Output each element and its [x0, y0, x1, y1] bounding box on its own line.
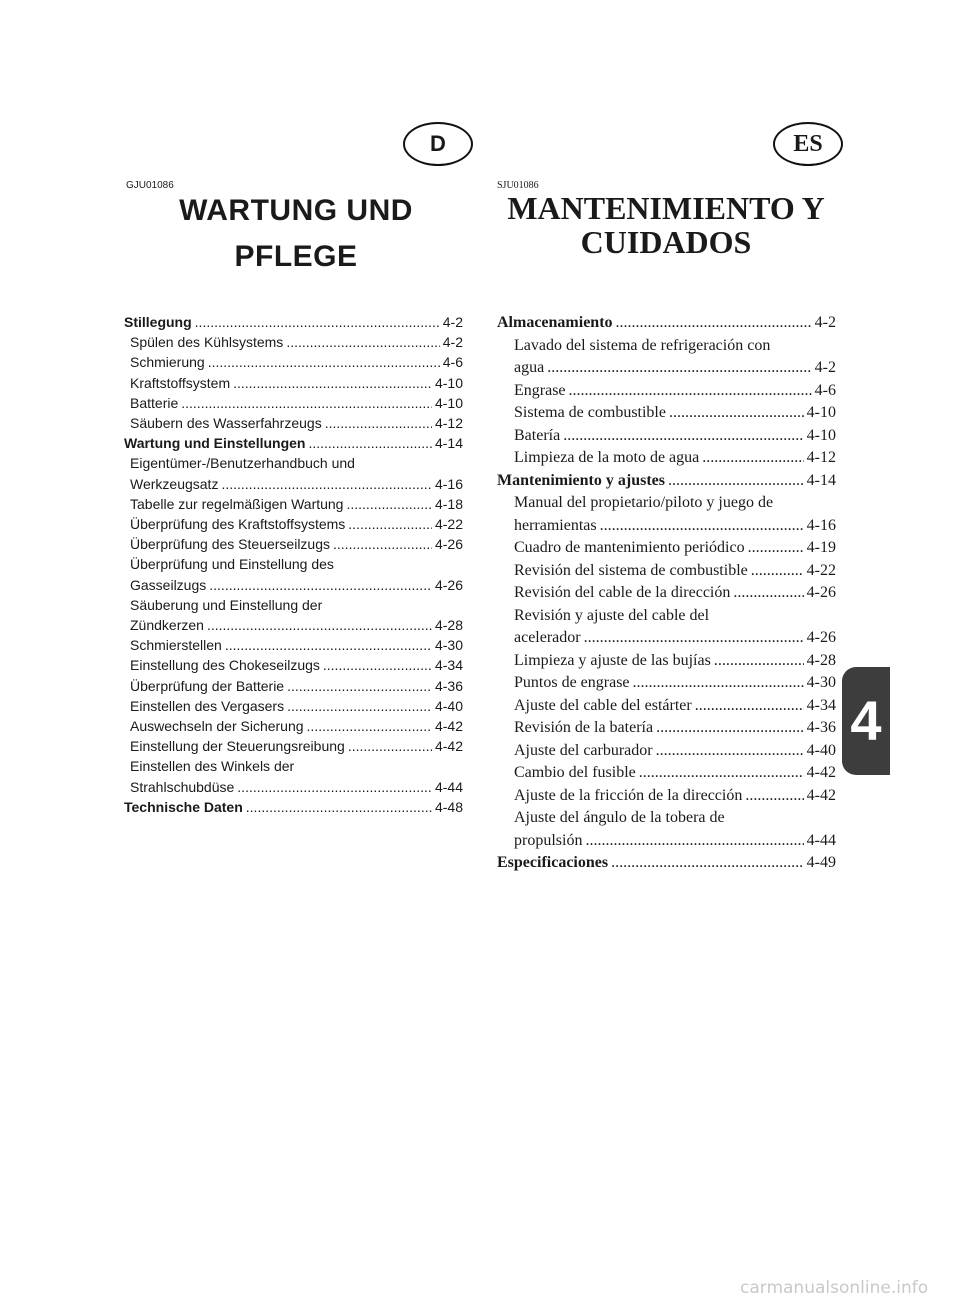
toc-entry[interactable] [497, 537, 836, 560]
toc-entry[interactable] [124, 352, 463, 372]
toc-page-number: 4-26 [434, 576, 463, 593]
toc-entry-line [130, 494, 463, 514]
toc-page-number: 4-18 [434, 495, 463, 512]
toc-entry-label: Cambio del fusible [514, 764, 636, 781]
toc-entry[interactable] [497, 807, 836, 852]
dot-leader [733, 582, 803, 605]
dot-leader [656, 717, 804, 740]
toc-entry-line [130, 655, 463, 675]
toc-entry-line [130, 676, 463, 696]
dot-leader [669, 402, 804, 425]
toc-page-number: 4-6 [442, 354, 463, 371]
dot-leader [745, 785, 803, 808]
toc-entry-label: Ajuste de la fricción de la dirección [514, 786, 743, 804]
toc-entry-text: Manual del propietario/piloto y juego de [514, 494, 774, 511]
toc-entry-line [130, 575, 463, 595]
toc-entry[interactable] [497, 312, 836, 335]
dot-leader [639, 762, 804, 785]
toc-entry[interactable] [497, 335, 836, 380]
dot-leader [547, 357, 811, 380]
dot-leader [348, 736, 432, 756]
toc-entry-label: Batería [514, 426, 561, 444]
dot-leader [346, 494, 431, 514]
toc-entry-label: Sistema de combustible [514, 404, 666, 421]
dot-leader [348, 514, 432, 534]
toc-entry-line [124, 312, 463, 332]
toc-entry-line [497, 470, 836, 493]
toc-page-number: 4-2 [814, 359, 836, 376]
toc-entry[interactable] [124, 635, 463, 655]
toc-page-number: 4-34 [434, 657, 463, 674]
toc-page-number: 4-42 [806, 764, 836, 781]
toc-entry[interactable] [497, 785, 836, 808]
toc-entry[interactable] [497, 380, 836, 403]
dot-leader [569, 380, 812, 403]
toc-page-number: 4-40 [434, 697, 463, 714]
toc-entry-label: Überprüfung des Kraftstoffsystems [130, 516, 346, 533]
toc-page-number: 4-30 [434, 637, 463, 654]
toc-entry-label: Almacenamiento [497, 314, 613, 331]
toc-entry[interactable] [124, 413, 463, 433]
toc-entry-line [514, 582, 836, 605]
dot-leader [181, 393, 432, 413]
toc-page-number: 4-42 [434, 718, 463, 735]
toc-entry[interactable] [124, 494, 463, 514]
toc-entry-line [514, 380, 836, 403]
toc-page-number: 4-14 [806, 471, 836, 489]
toc-entry-text: Einstellen des Winkels der [130, 758, 295, 775]
toc-entry-label: Revisión del cable de la dirección [514, 584, 731, 601]
dot-leader [233, 373, 432, 393]
toc-page-number: 4-2 [442, 334, 463, 351]
toc-page-number: 4-22 [806, 561, 836, 579]
toc-entry-label: Puntos de engrase [514, 674, 630, 691]
toc-entry-line [130, 514, 463, 534]
toc-entry-label: Cuadro de mantenimiento periódico [514, 539, 745, 556]
dot-leader [221, 474, 432, 494]
dot-leader [237, 777, 432, 797]
toc-entry[interactable] [124, 433, 463, 453]
toc-page-number: 4-10 [806, 426, 836, 444]
language-badge-german: D [403, 122, 473, 166]
toc-entry-label: Revisión de la batería [514, 719, 654, 736]
toc-entry-line [130, 534, 463, 554]
toc-page-number: 4-36 [434, 677, 463, 694]
toc-page-number: 4-10 [434, 374, 463, 391]
toc-entry[interactable] [124, 696, 463, 716]
dot-leader [225, 635, 432, 655]
toc-entry-line [514, 357, 836, 380]
toc-entry-line [514, 560, 836, 583]
dot-leader [323, 655, 432, 675]
toc-entry[interactable] [124, 453, 463, 493]
toc-page-number: 4-44 [806, 831, 836, 849]
toc-page-number: 4-28 [806, 651, 836, 669]
toc-entry-line [130, 736, 463, 756]
toc-entry-label: Revisión del sistema de combustible [514, 561, 748, 579]
toc-entry-line [514, 830, 836, 853]
toc-page-number: 4-10 [806, 404, 836, 421]
toc-entry[interactable] [124, 756, 463, 796]
toc-entry[interactable] [124, 716, 463, 736]
toc-page-number: 4-14 [434, 435, 463, 452]
toc-entry-line [514, 717, 836, 740]
toc-entry[interactable] [497, 560, 836, 583]
dot-leader [714, 650, 804, 673]
chapter-title-german-line2: PFLEGE [234, 240, 358, 273]
toc-entry-label: propulsión [514, 831, 583, 849]
toc-entry-line [514, 537, 836, 560]
toc-page-number: 4-42 [806, 786, 836, 804]
table-of-contents-german [124, 312, 463, 817]
toc-entry-line [130, 393, 463, 413]
toc-entry-line [130, 413, 463, 433]
toc-entry[interactable] [124, 373, 463, 393]
toc-page-number: 4-12 [806, 449, 836, 466]
toc-entry-label: Schmierung [130, 354, 205, 371]
toc-entry-text: Säuberung und Einstellung der [130, 596, 323, 613]
toc-entry[interactable] [497, 762, 836, 785]
toc-entry[interactable] [124, 554, 463, 594]
toc-entry-line [497, 852, 836, 875]
toc-entry-line [514, 740, 836, 763]
toc-entry[interactable] [124, 534, 463, 554]
toc-entry-text: Überprüfung und Einstellung des [130, 556, 334, 573]
toc-entry[interactable] [497, 425, 836, 448]
toc-entry[interactable] [124, 332, 463, 352]
toc-entry-label: Überprüfung des Steuerseilzugs [130, 536, 331, 553]
toc-page-number: 4-48 [434, 798, 463, 815]
dot-leader [308, 433, 432, 453]
toc-entry-label: acelerador [514, 629, 581, 646]
dot-leader [600, 515, 804, 538]
chapter-title-german-line1: WARTUNG UND [179, 194, 413, 227]
dot-leader [656, 740, 804, 763]
toc-entry-label: Stillegung [124, 314, 192, 330]
toc-entry-line [514, 672, 836, 695]
toc-page-number: 4-2 [814, 314, 836, 331]
dot-leader [751, 560, 804, 583]
toc-entry-line [514, 650, 836, 673]
toc-page-number: 4-28 [434, 617, 463, 634]
toc-entry-line [130, 716, 463, 736]
toc-entry[interactable] [124, 736, 463, 756]
toc-entry-text: Eigentümer-/Benutzerhandbuch und [130, 455, 355, 472]
toc-entry[interactable] [124, 514, 463, 534]
toc-entry-line [130, 635, 463, 655]
toc-entry-label: agua [514, 359, 545, 376]
toc-entry[interactable] [497, 605, 836, 650]
dot-leader [287, 696, 432, 716]
toc-entry-line [130, 373, 463, 393]
dot-leader [748, 537, 804, 560]
toc-entry[interactable] [497, 650, 836, 673]
language-badge-spanish: ES [773, 122, 843, 166]
table-of-contents-spanish [497, 312, 836, 875]
dot-leader [695, 695, 804, 718]
toc-entry[interactable] [497, 582, 836, 605]
toc-entry[interactable] [124, 595, 463, 635]
toc-entry-line [514, 785, 836, 808]
dot-leader [307, 716, 432, 736]
dot-leader [702, 447, 803, 470]
toc-entry-label: Tabelle zur regelmäßigen Wartung [130, 495, 344, 512]
toc-entry[interactable] [124, 797, 463, 817]
toc-page-number: 4-26 [806, 629, 836, 646]
toc-entry-line [130, 352, 463, 372]
toc-page-number: 4-16 [806, 516, 836, 534]
toc-entry-label: Ajuste del cable del estárter [514, 696, 692, 714]
toc-page-number: 4-22 [434, 516, 463, 533]
toc-entry-label: Ajuste del carburador [514, 741, 653, 759]
section-code-german: GJU01086 [126, 180, 174, 191]
toc-entry[interactable] [497, 695, 836, 718]
dot-leader [286, 332, 439, 352]
toc-entry-label: Mantenimiento y ajustes [497, 471, 665, 489]
toc-entry-label: Limpieza de la moto de agua [514, 449, 700, 466]
toc-page-number: 4-49 [806, 854, 836, 871]
toc-page-number: 4-26 [806, 584, 836, 601]
toc-page-number: 4-44 [434, 778, 463, 795]
toc-entry-line [130, 474, 463, 494]
toc-page-number: 4-10 [434, 394, 463, 411]
toc-entry-label: Einstellung der Steuerungsreibung [130, 738, 345, 755]
toc-entry-label: Zündkerzen [130, 617, 204, 634]
toc-entry-text: Revisión y ajuste del cable del [514, 606, 710, 624]
toc-entry[interactable] [497, 447, 836, 470]
toc-entry-line [514, 695, 836, 718]
toc-entry-line [514, 447, 836, 470]
toc-entry-label: Strahlschubdüse [130, 778, 235, 795]
dot-leader [207, 615, 432, 635]
toc-entry-line [124, 433, 463, 453]
toc-page-number: 4-12 [434, 415, 463, 432]
toc-entry-line [514, 515, 836, 538]
toc-entry[interactable] [497, 672, 836, 695]
toc-page-number: 4-6 [814, 381, 836, 399]
toc-page-number: 4-16 [434, 475, 463, 492]
toc-entry-label: Technische Daten [124, 798, 243, 815]
dot-leader [611, 852, 804, 875]
toc-entry-line [514, 762, 836, 785]
toc-entry-label: Limpieza y ajuste de las bujías [514, 651, 711, 669]
chapter-title-spanish [497, 191, 835, 259]
toc-entry-line [124, 797, 463, 817]
toc-entry-line [130, 696, 463, 716]
toc-entry-text: Ajuste del ángulo de la tobera de [514, 809, 725, 826]
toc-entry[interactable] [124, 676, 463, 696]
dot-leader [616, 312, 812, 335]
toc-page-number: 4-42 [434, 738, 463, 755]
toc-page-number: 4-40 [806, 741, 836, 759]
toc-entry-label: Werkzeugsatz [130, 475, 219, 492]
dot-leader [209, 575, 432, 595]
toc-entry-line [130, 615, 463, 635]
toc-entry-label: Einstellen des Vergasers [130, 697, 285, 714]
dot-leader [208, 352, 440, 372]
toc-entry[interactable] [497, 740, 836, 763]
toc-entry-label: Engrase [514, 381, 566, 399]
toc-page-number: 4-26 [434, 536, 463, 553]
chapter-title-spanish-line1: MANTENIMIENTO Y [507, 190, 825, 226]
chapter-title-spanish-line2: CUIDADOS [580, 224, 752, 260]
toc-entry-line [514, 627, 836, 650]
watermark: carmanualsonline.info [740, 1278, 929, 1298]
toc-entry-label: Kraftstoffsystem [130, 374, 231, 391]
toc-entry-line [514, 402, 836, 425]
toc-entry-line [514, 425, 836, 448]
toc-entry-line [497, 312, 836, 335]
dot-leader [325, 413, 432, 433]
toc-entry[interactable] [497, 852, 836, 875]
toc-entry-label: Wartung und Einstellungen [124, 435, 306, 452]
dot-leader [585, 830, 803, 853]
toc-page-number: 4-2 [442, 314, 463, 330]
toc-page-number: 4-36 [806, 719, 836, 736]
dot-leader [333, 534, 432, 554]
dot-leader [195, 312, 440, 332]
chapter-tab: 4 [842, 667, 890, 775]
toc-entry-line [130, 332, 463, 352]
toc-page-number: 4-19 [806, 539, 836, 556]
chapter-title-german [126, 188, 466, 280]
toc-entry-text: Lavado del sistema de refrigeración con [514, 336, 771, 354]
toc-entry[interactable] [124, 312, 463, 332]
dot-leader [668, 470, 804, 493]
toc-entry[interactable] [497, 402, 836, 425]
toc-entry-label: Schmierstellen [130, 637, 222, 654]
toc-entry-label: Einstellung des Chokeseilzugs [130, 657, 320, 674]
toc-entry-label: Especificaciones [497, 854, 609, 871]
dot-leader [584, 627, 804, 650]
toc-entry[interactable] [124, 393, 463, 413]
dot-leader [246, 797, 432, 817]
toc-entry-label: Säubern des Wasserfahrzeugs [130, 415, 322, 432]
toc-entry-label: Gasseilzugs [130, 576, 207, 593]
toc-entry[interactable] [124, 655, 463, 675]
toc-page-number: 4-30 [806, 674, 836, 691]
toc-entry-line [130, 777, 463, 797]
toc-entry-label: herramientas [514, 516, 597, 534]
toc-page-number: 4-34 [806, 696, 836, 714]
toc-entry[interactable] [497, 492, 836, 537]
toc-entry[interactable] [497, 717, 836, 740]
toc-entry[interactable] [497, 470, 836, 493]
toc-entry-label: Überprüfung der Batterie [130, 677, 285, 694]
dot-leader [563, 425, 803, 448]
toc-entry-label: Batterie [130, 394, 179, 411]
toc-entry-label: Spülen des Kühlsystems [130, 334, 284, 351]
toc-entry-label: Auswechseln der Sicherung [130, 718, 304, 735]
dot-leader [633, 672, 804, 695]
section-code-spanish: SJU01086 [497, 180, 539, 191]
dot-leader [287, 676, 432, 696]
